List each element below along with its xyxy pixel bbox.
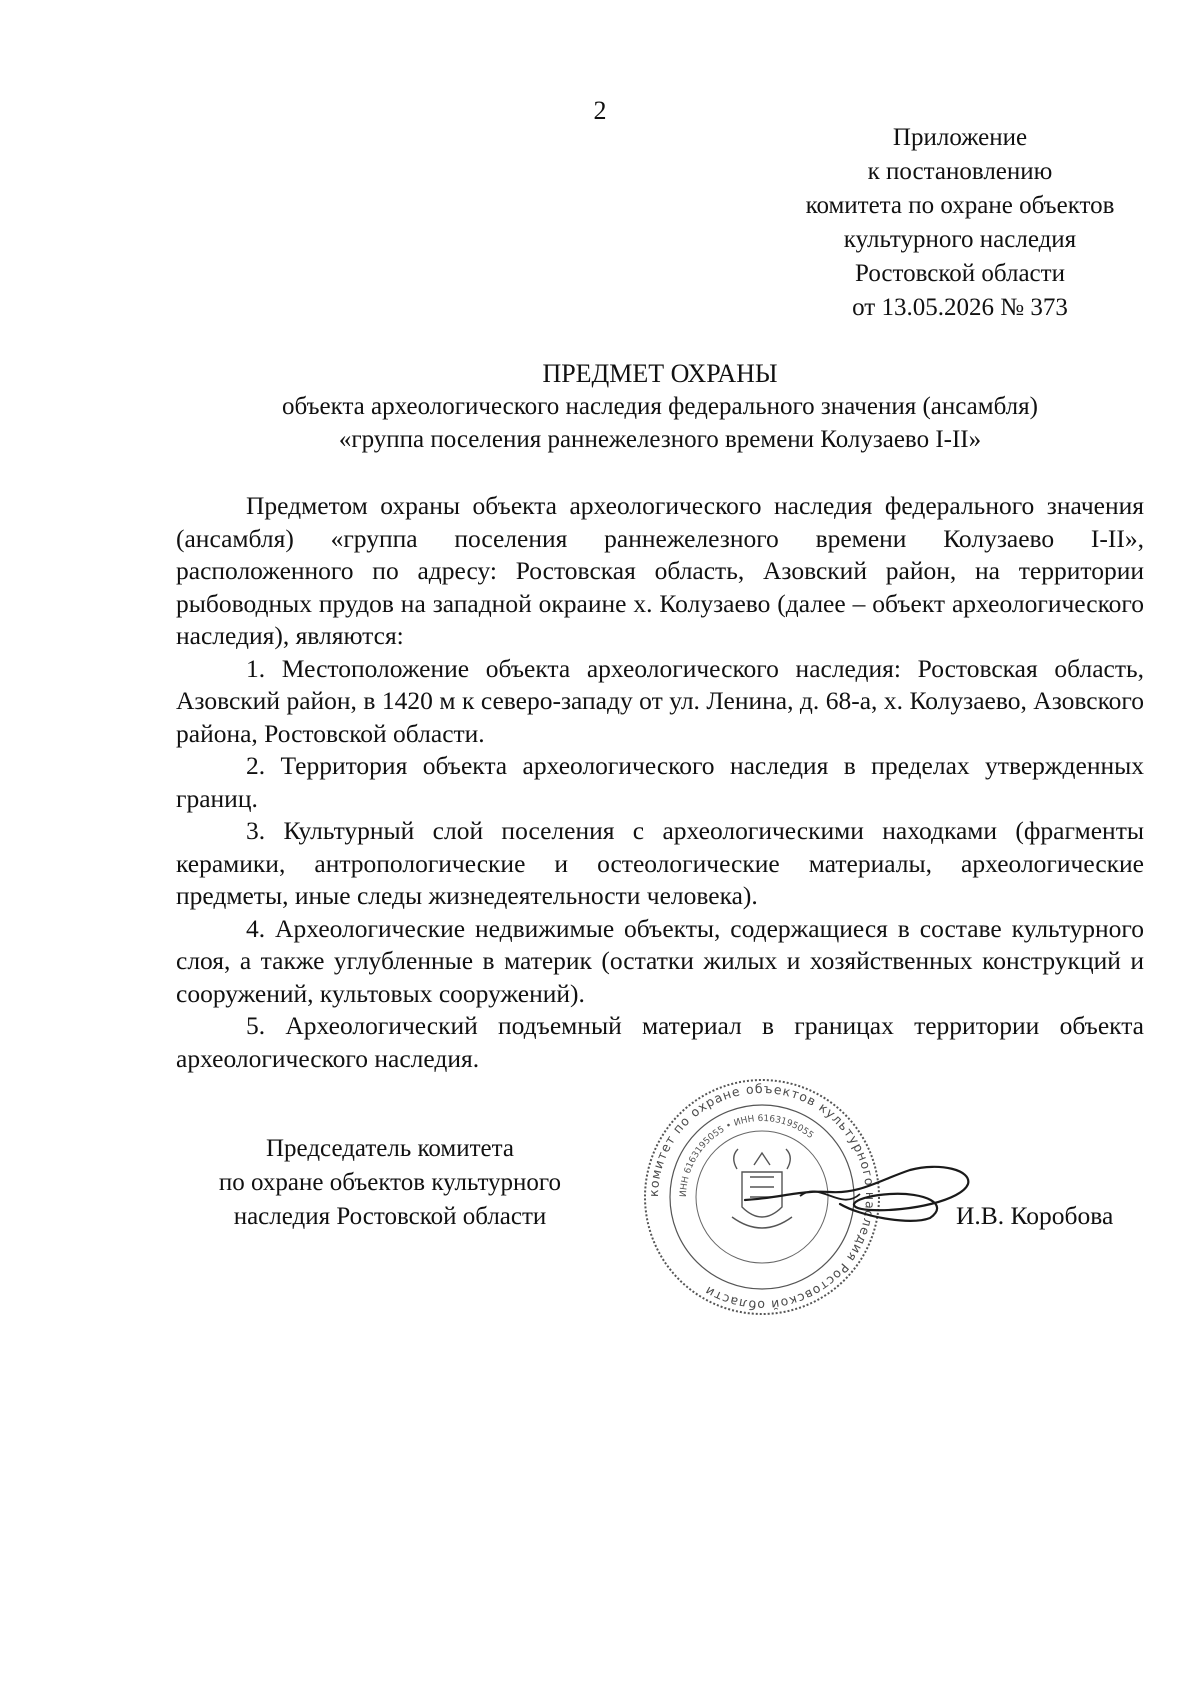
appendix-block: [720, 121, 1200, 325]
page-number: 2: [593, 96, 607, 125]
appendix-line: комитета по охране объектов: [805, 192, 1115, 219]
autograph: [740, 1160, 980, 1230]
document-heading: ПРЕДМЕТ ОХРАНЫ: [542, 359, 778, 388]
appendix-line: к постановлению: [867, 158, 1053, 185]
appendix-date-line: от 13.05.2026 № 373: [852, 294, 1068, 321]
stamp-inner-textpath: ИНН 6163195055 • ИНН 6163195055: [678, 1113, 816, 1198]
signatory-name: И.В. Коробова: [956, 1201, 1114, 1230]
title-line: «группа поселения раннежелезного времени Колузаево I-II»: [338, 426, 982, 453]
intro-paragraph: Предметом охраны объекта археологического наследия федерального значения (ансамбля) «группа поселения раннежелезного времени Колузаево I-II», расположенного по адресу: Ростовская область, Азовский район, на территории рыбоводных прудов на западной окраине х. Колузаево (далее – объект археологического наследия), являются:: [176, 491, 1144, 650]
list-item: 2. Территория объекта археологического наследия в пределах утвержденных границ.: [176, 751, 1144, 813]
title-line: объекта археологического наследия федерального значения (ансамбля): [282, 393, 1038, 420]
position-line: наследия Ростовской области: [233, 1203, 547, 1230]
list-item: 4. Археологические недвижимые объекты, содержащиеся в составе культурного слоя, а также углубленные в материк (остатки жилых и хозяйственных конструкций и сооружений, культовых сооружений).: [176, 913, 1144, 1008]
appendix-line: Приложение: [892, 124, 1028, 151]
list-item: 5. Археологический подъемный материал в границах территории объекта археологического наследия.: [176, 1011, 1144, 1073]
position-line: Председатель комитета: [266, 1135, 514, 1162]
appendix-line: Ростовской области: [855, 260, 1065, 287]
list-item: 3. Культурный слой поселения с археологическими находками (фрагменты керамики, антропологические и остеологические материалы, археологические предметы, иные следы жизнедеятельности человека).: [176, 816, 1144, 910]
position-line: по охране объектов культурного: [218, 1169, 562, 1196]
list-item: 1. Местоположение объекта археологического наследия: Ростовская область, Азовский район, в 1420 м к северо-западу от ул. Ленина, д. 68-а, х. Колузаево, Азовского района, Ростовской области.: [176, 653, 1144, 748]
appendix-line: культурного наследия: [843, 226, 1077, 253]
signature-position: [190, 1132, 590, 1234]
stamp-outer-textpath: комитет по охране объектов культурного наследия Ростовской области: [645, 1080, 879, 1314]
body-text: [176, 490, 1144, 1075]
title-block: [200, 357, 1120, 456]
